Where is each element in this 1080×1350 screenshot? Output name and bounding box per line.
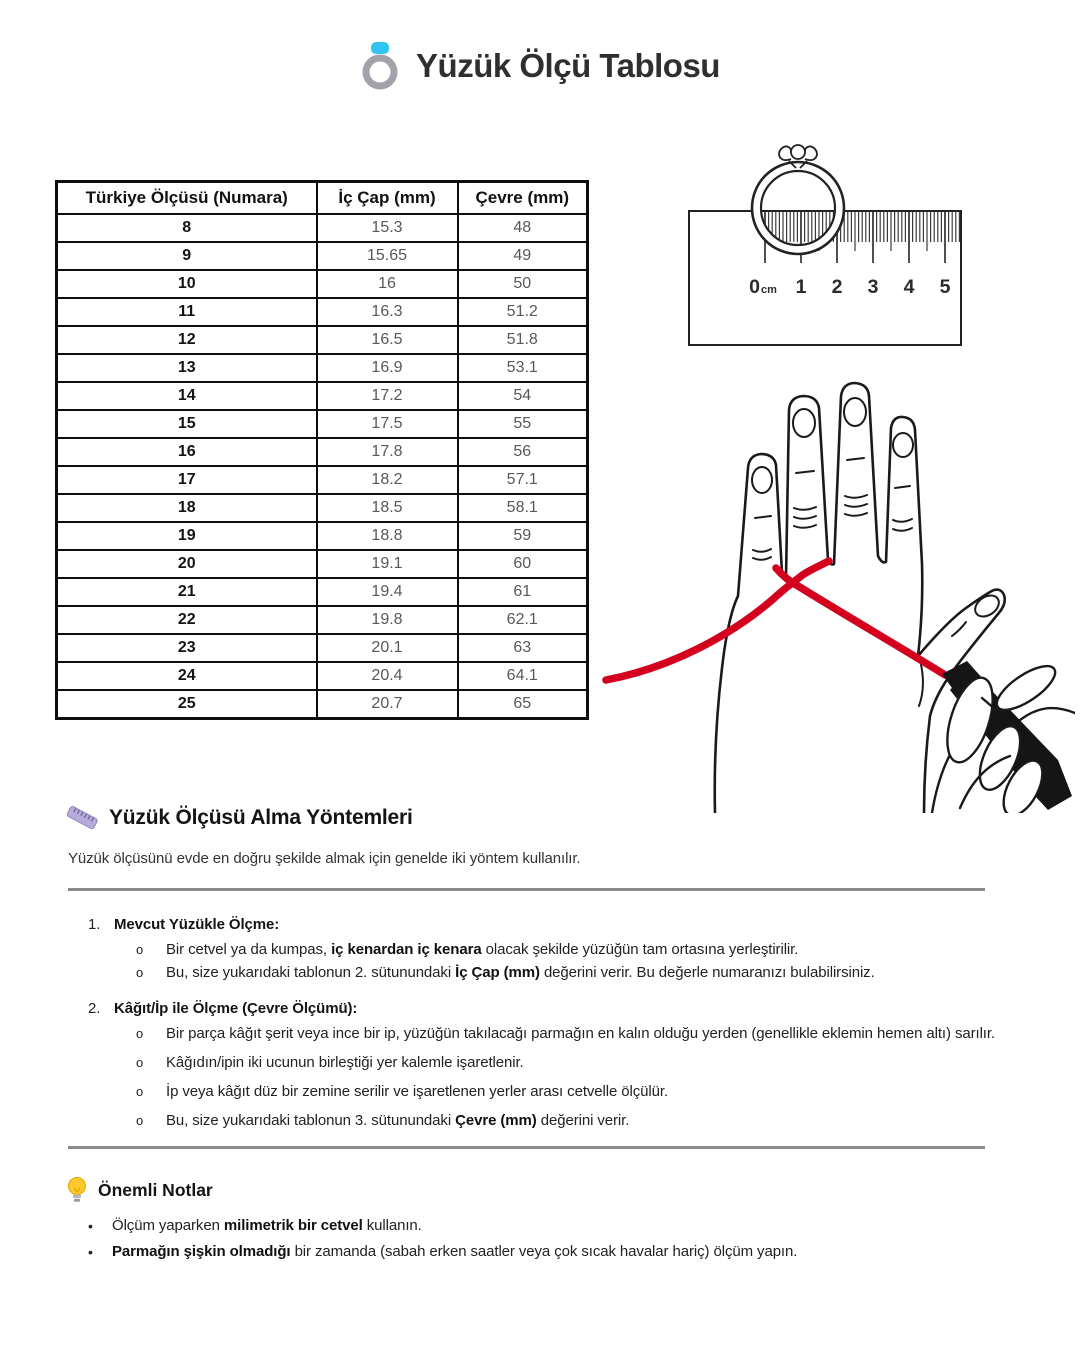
bullet-marker: o bbox=[136, 942, 144, 957]
table-cell: 16.3 bbox=[317, 298, 458, 326]
table-row bbox=[57, 326, 588, 354]
table-cell: 16 bbox=[57, 438, 317, 466]
table-row bbox=[57, 438, 588, 466]
table-row bbox=[57, 214, 588, 242]
bullet-marker: o bbox=[136, 1055, 144, 1070]
table-cell: 15 bbox=[57, 410, 317, 438]
methods-intro: Yüzük ölçüsünü evde en doğru şekilde almak için genelde iki yöntem kullanılır. bbox=[68, 850, 581, 867]
table-cell: 11 bbox=[57, 298, 317, 326]
table-cell: 59 bbox=[458, 522, 588, 550]
table-cell: 8 bbox=[57, 214, 317, 242]
table-row bbox=[57, 270, 588, 298]
table-row bbox=[57, 382, 588, 410]
table-cell: 56 bbox=[458, 438, 588, 466]
ring-size-table bbox=[55, 180, 589, 720]
ruler-icon bbox=[66, 802, 98, 834]
method-bullet bbox=[136, 1111, 1018, 1131]
table-cell: 60 bbox=[458, 550, 588, 578]
table-cell: 20.7 bbox=[317, 690, 458, 719]
table-cell: 51.2 bbox=[458, 298, 588, 326]
table-row bbox=[57, 550, 588, 578]
hand-string-illustration bbox=[600, 368, 1075, 813]
table-cell: 64.1 bbox=[458, 662, 588, 690]
note-text: Ölçüm yaparken milimetrik bir cetvel kullanın. bbox=[112, 1217, 422, 1234]
table-cell: 16 bbox=[317, 270, 458, 298]
table-cell: 20.1 bbox=[317, 634, 458, 662]
table-cell: 22 bbox=[57, 606, 317, 634]
size-table-wrap bbox=[55, 180, 589, 720]
table-cell: 16.9 bbox=[317, 354, 458, 382]
table-row bbox=[57, 466, 588, 494]
table-cell: 20.4 bbox=[317, 662, 458, 690]
table-cell: 10 bbox=[57, 270, 317, 298]
tick-label-0: 0cm bbox=[749, 276, 777, 298]
table-cell: 48 bbox=[458, 214, 588, 242]
table-cell: 58.1 bbox=[458, 494, 588, 522]
column-header: Türkiye Ölçüsü (Numara) bbox=[57, 182, 317, 215]
bullet-marker: o bbox=[136, 1113, 144, 1128]
table-cell: 25 bbox=[57, 690, 317, 719]
method-bullet bbox=[136, 940, 1018, 960]
bullet-marker: o bbox=[136, 1026, 144, 1041]
bullet-text: İp veya kâğıt düz bir zemine serilir ve işaretlenen yerler arası cetvelle ölçülür. bbox=[166, 1083, 669, 1100]
table-cell: 21 bbox=[57, 578, 317, 606]
table-row bbox=[57, 522, 588, 550]
table-cell: 12 bbox=[57, 326, 317, 354]
table-cell: 17 bbox=[57, 466, 317, 494]
methods-heading bbox=[66, 802, 413, 834]
methods-list bbox=[88, 914, 1018, 1140]
notes-list bbox=[88, 1216, 1008, 1268]
bullet-text: Bu, size yukarıdaki tablonun 2. sütunundaki İç Çap (mm) değerini verir. Bu değerle numaranızı bulabilirsiniz. bbox=[166, 964, 875, 981]
methods-title: Yüzük Ölçüsü Alma Yöntemleri bbox=[109, 806, 413, 829]
table-body bbox=[57, 214, 588, 719]
table-cell: 17.2 bbox=[317, 382, 458, 410]
table-cell: 17.8 bbox=[317, 438, 458, 466]
table-cell: 20 bbox=[57, 550, 317, 578]
table-cell: 13 bbox=[57, 354, 317, 382]
note-item bbox=[88, 1242, 1008, 1262]
method-number: 2. bbox=[88, 1000, 101, 1017]
page-title: Yüzük Ölçü Tablosu bbox=[416, 47, 720, 84]
table-cell: 50 bbox=[458, 270, 588, 298]
table-cell: 18.2 bbox=[317, 466, 458, 494]
tick-label-4: 4 bbox=[903, 276, 915, 298]
table-cell: 14 bbox=[57, 382, 317, 410]
table-cell: 54 bbox=[458, 382, 588, 410]
table-row bbox=[57, 662, 588, 690]
table-cell: 49 bbox=[458, 242, 588, 270]
note-text: Parmağın şişkin olmadığı bir zamanda (sabah erken saatler veya çok sıcak havalar hariç) ölçüm yapın. bbox=[112, 1243, 798, 1260]
table-cell: 18.5 bbox=[317, 494, 458, 522]
table-row bbox=[57, 606, 588, 634]
table-head bbox=[57, 182, 588, 215]
tick-label-2: 2 bbox=[831, 276, 843, 298]
table-cell: 15.3 bbox=[317, 214, 458, 242]
method-bullet bbox=[136, 1082, 1018, 1102]
tick-label-1: 1 bbox=[795, 276, 807, 298]
table-row bbox=[57, 578, 588, 606]
bullet-text: Bir cetvel ya da kumpas, iç kenardan iç kenara olacak şekilde yüzüğün tam ortasına yerleştirilir. bbox=[166, 941, 799, 958]
table-cell: 16.5 bbox=[317, 326, 458, 354]
method-bullet bbox=[136, 963, 1018, 983]
divider-bottom bbox=[68, 1146, 985, 1149]
bullet-text: Bu, size yukarıdaki tablonun 3. sütunundaki Çevre (mm) değerini verir. bbox=[166, 1112, 630, 1129]
method-title: Kâğıt/İp ile Ölçme (Çevre Ölçümü): bbox=[114, 1000, 358, 1017]
table-cell: 18 bbox=[57, 494, 317, 522]
column-header: İç Çap (mm) bbox=[317, 182, 458, 215]
table-row bbox=[57, 494, 588, 522]
table-cell: 15.65 bbox=[317, 242, 458, 270]
method-title: Mevcut Yüzükle Ölçme: bbox=[114, 916, 280, 933]
table-cell: 65 bbox=[458, 690, 588, 719]
table-row bbox=[57, 354, 588, 382]
bullet-marker: o bbox=[136, 965, 144, 980]
table-cell: 57.1 bbox=[458, 466, 588, 494]
table-cell: 18.8 bbox=[317, 522, 458, 550]
table-row bbox=[57, 410, 588, 438]
table-cell: 51.8 bbox=[458, 326, 588, 354]
method-item bbox=[88, 998, 1018, 1131]
table-cell: 19.8 bbox=[317, 606, 458, 634]
divider-top bbox=[68, 888, 985, 891]
doc-header bbox=[0, 40, 1080, 92]
lightbulb-icon bbox=[66, 1176, 88, 1204]
bullet-text: Bir parça kâğıt şerit veya ince bir ip, yüzüğün takılacağı parmağın en kalın olduğu yerden (genellikle eklemin hemen altı) sarılır. bbox=[166, 1025, 996, 1042]
ring-icon bbox=[360, 40, 400, 92]
bullet-marker: • bbox=[88, 1244, 93, 1260]
method-bullet bbox=[136, 1024, 1018, 1044]
table-header-row bbox=[57, 182, 588, 215]
method-number: 1. bbox=[88, 916, 101, 933]
table-cell: 63 bbox=[458, 634, 588, 662]
bullet-marker: o bbox=[136, 1084, 144, 1099]
table-row bbox=[57, 298, 588, 326]
table-cell: 19.1 bbox=[317, 550, 458, 578]
ruler-ring-illustration bbox=[685, 133, 975, 348]
table-row bbox=[57, 634, 588, 662]
table-cell: 19 bbox=[57, 522, 317, 550]
tick-label-5: 5 bbox=[939, 276, 951, 298]
table-cell: 17.5 bbox=[317, 410, 458, 438]
note-item bbox=[88, 1216, 1008, 1236]
table-cell: 53.1 bbox=[458, 354, 588, 382]
method-item bbox=[88, 914, 1018, 983]
table-cell: 19.4 bbox=[317, 578, 458, 606]
table-cell: 24 bbox=[57, 662, 317, 690]
bullet-marker: • bbox=[88, 1218, 93, 1234]
table-cell: 9 bbox=[57, 242, 317, 270]
table-cell: 61 bbox=[458, 578, 588, 606]
column-header: Çevre (mm) bbox=[458, 182, 588, 215]
method-bullet bbox=[136, 1053, 1018, 1073]
table-row bbox=[57, 690, 588, 719]
table-cell: 62.1 bbox=[458, 606, 588, 634]
table-row bbox=[57, 242, 588, 270]
notes-title: Önemli Notlar bbox=[98, 1179, 213, 1200]
table-cell: 55 bbox=[458, 410, 588, 438]
notes-heading bbox=[66, 1176, 213, 1204]
bullet-text: Kâğıdın/ipin iki ucunun birleştiği yer kalemle işaretlenir. bbox=[166, 1054, 524, 1071]
tick-label-3: 3 bbox=[867, 276, 879, 298]
table-cell: 23 bbox=[57, 634, 317, 662]
